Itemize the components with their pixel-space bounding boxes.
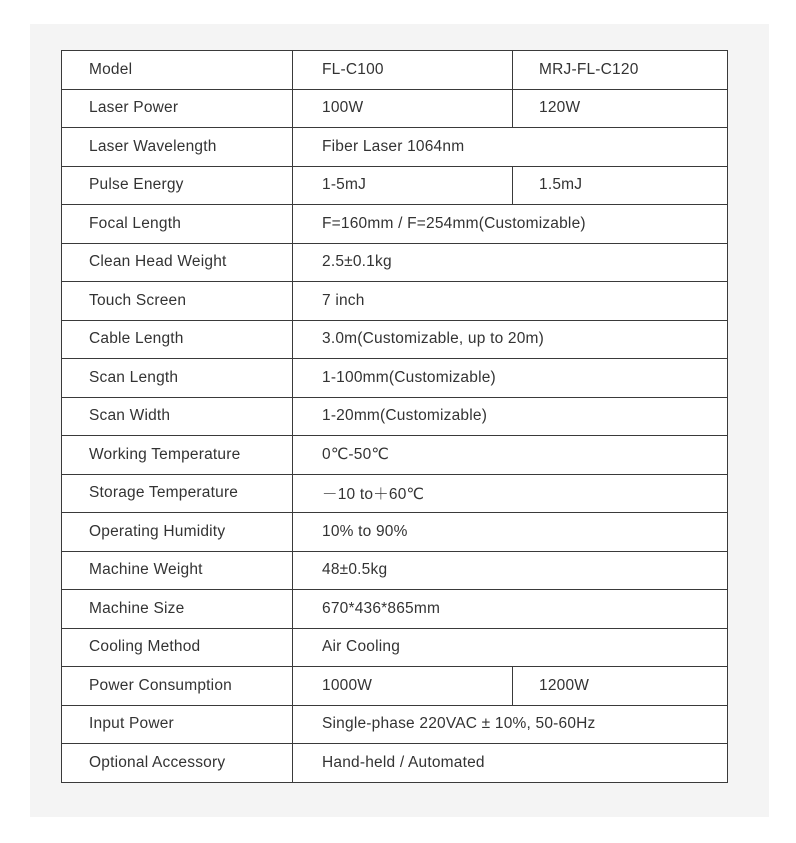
spec-row: [62, 243, 728, 282]
spec-value: 48±0.5kg: [293, 551, 728, 590]
spec-value: 2.5±0.1kg: [293, 243, 728, 282]
spec-label: Laser Power: [62, 89, 293, 128]
specification-table: [61, 50, 728, 783]
spec-label: Machine Size: [62, 590, 293, 629]
spec-value: 3.0m(Customizable, up to 20m): [293, 320, 728, 359]
spec-label: Machine Weight: [62, 551, 293, 590]
spec-label: Input Power: [62, 705, 293, 744]
spec-value: 1-100mm(Customizable): [293, 359, 728, 398]
spec-label: Cooling Method: [62, 628, 293, 667]
spec-row: [62, 513, 728, 552]
spec-value-fl-c100: 100W: [293, 89, 513, 128]
spec-row: [62, 89, 728, 128]
spec-row: [62, 282, 728, 321]
spec-row: [62, 128, 728, 167]
spec-value: 1-20mm(Customizable): [293, 397, 728, 436]
spec-label: Storage Temperature: [62, 474, 293, 513]
spec-row: [62, 359, 728, 398]
spec-label: Working Temperature: [62, 436, 293, 475]
spec-value-fl-c100: FL-C100: [293, 51, 513, 90]
spec-value: Air Cooling: [293, 628, 728, 667]
spec-value-mrj-fl-c120: 1200W: [513, 667, 728, 706]
spec-label: Optional Accessory: [62, 744, 293, 783]
spec-label: Clean Head Weight: [62, 243, 293, 282]
spec-label: Pulse Energy: [62, 166, 293, 205]
spec-label: Cable Length: [62, 320, 293, 359]
spec-row: [62, 744, 728, 783]
spec-row: [62, 51, 728, 90]
spec-value-fl-c100: 1000W: [293, 667, 513, 706]
spec-row: [62, 667, 728, 706]
spec-row: [62, 397, 728, 436]
spec-value: F=160mm / F=254mm(Customizable): [293, 205, 728, 244]
spec-row: [62, 705, 728, 744]
spec-value: 670*436*865mm: [293, 590, 728, 629]
spec-value-mrj-fl-c120: MRJ-FL-C120: [513, 51, 728, 90]
spec-value-mrj-fl-c120: 1.5mJ: [513, 166, 728, 205]
spec-row: [62, 590, 728, 629]
spec-label: Operating Humidity: [62, 513, 293, 552]
spec-row: [62, 166, 728, 205]
spec-label: Focal Length: [62, 205, 293, 244]
spec-value: 0℃-50℃: [293, 436, 728, 475]
spec-row: [62, 436, 728, 475]
spec-label: Scan Width: [62, 397, 293, 436]
spec-value: －10 to＋60℃: [293, 474, 728, 513]
spec-row: [62, 474, 728, 513]
spec-value-fl-c100: 1-5mJ: [293, 166, 513, 205]
spec-value: Single-phase 220VAC ± 10%, 50-60Hz: [293, 705, 728, 744]
spec-label: Scan Length: [62, 359, 293, 398]
spec-row: [62, 551, 728, 590]
spec-value: Fiber Laser 1064nm: [293, 128, 728, 167]
spec-row: [62, 320, 728, 359]
spec-value: 7 inch: [293, 282, 728, 321]
specification-table-body: [62, 51, 728, 783]
spec-label: Model: [62, 51, 293, 90]
spec-row: [62, 628, 728, 667]
spec-label: Laser Wavelength: [62, 128, 293, 167]
spec-value-mrj-fl-c120: 120W: [513, 89, 728, 128]
spec-row: [62, 205, 728, 244]
spec-label: Power Consumption: [62, 667, 293, 706]
spec-value: Hand-held / Automated: [293, 744, 728, 783]
spec-label: Touch Screen: [62, 282, 293, 321]
spec-value: 10% to 90%: [293, 513, 728, 552]
